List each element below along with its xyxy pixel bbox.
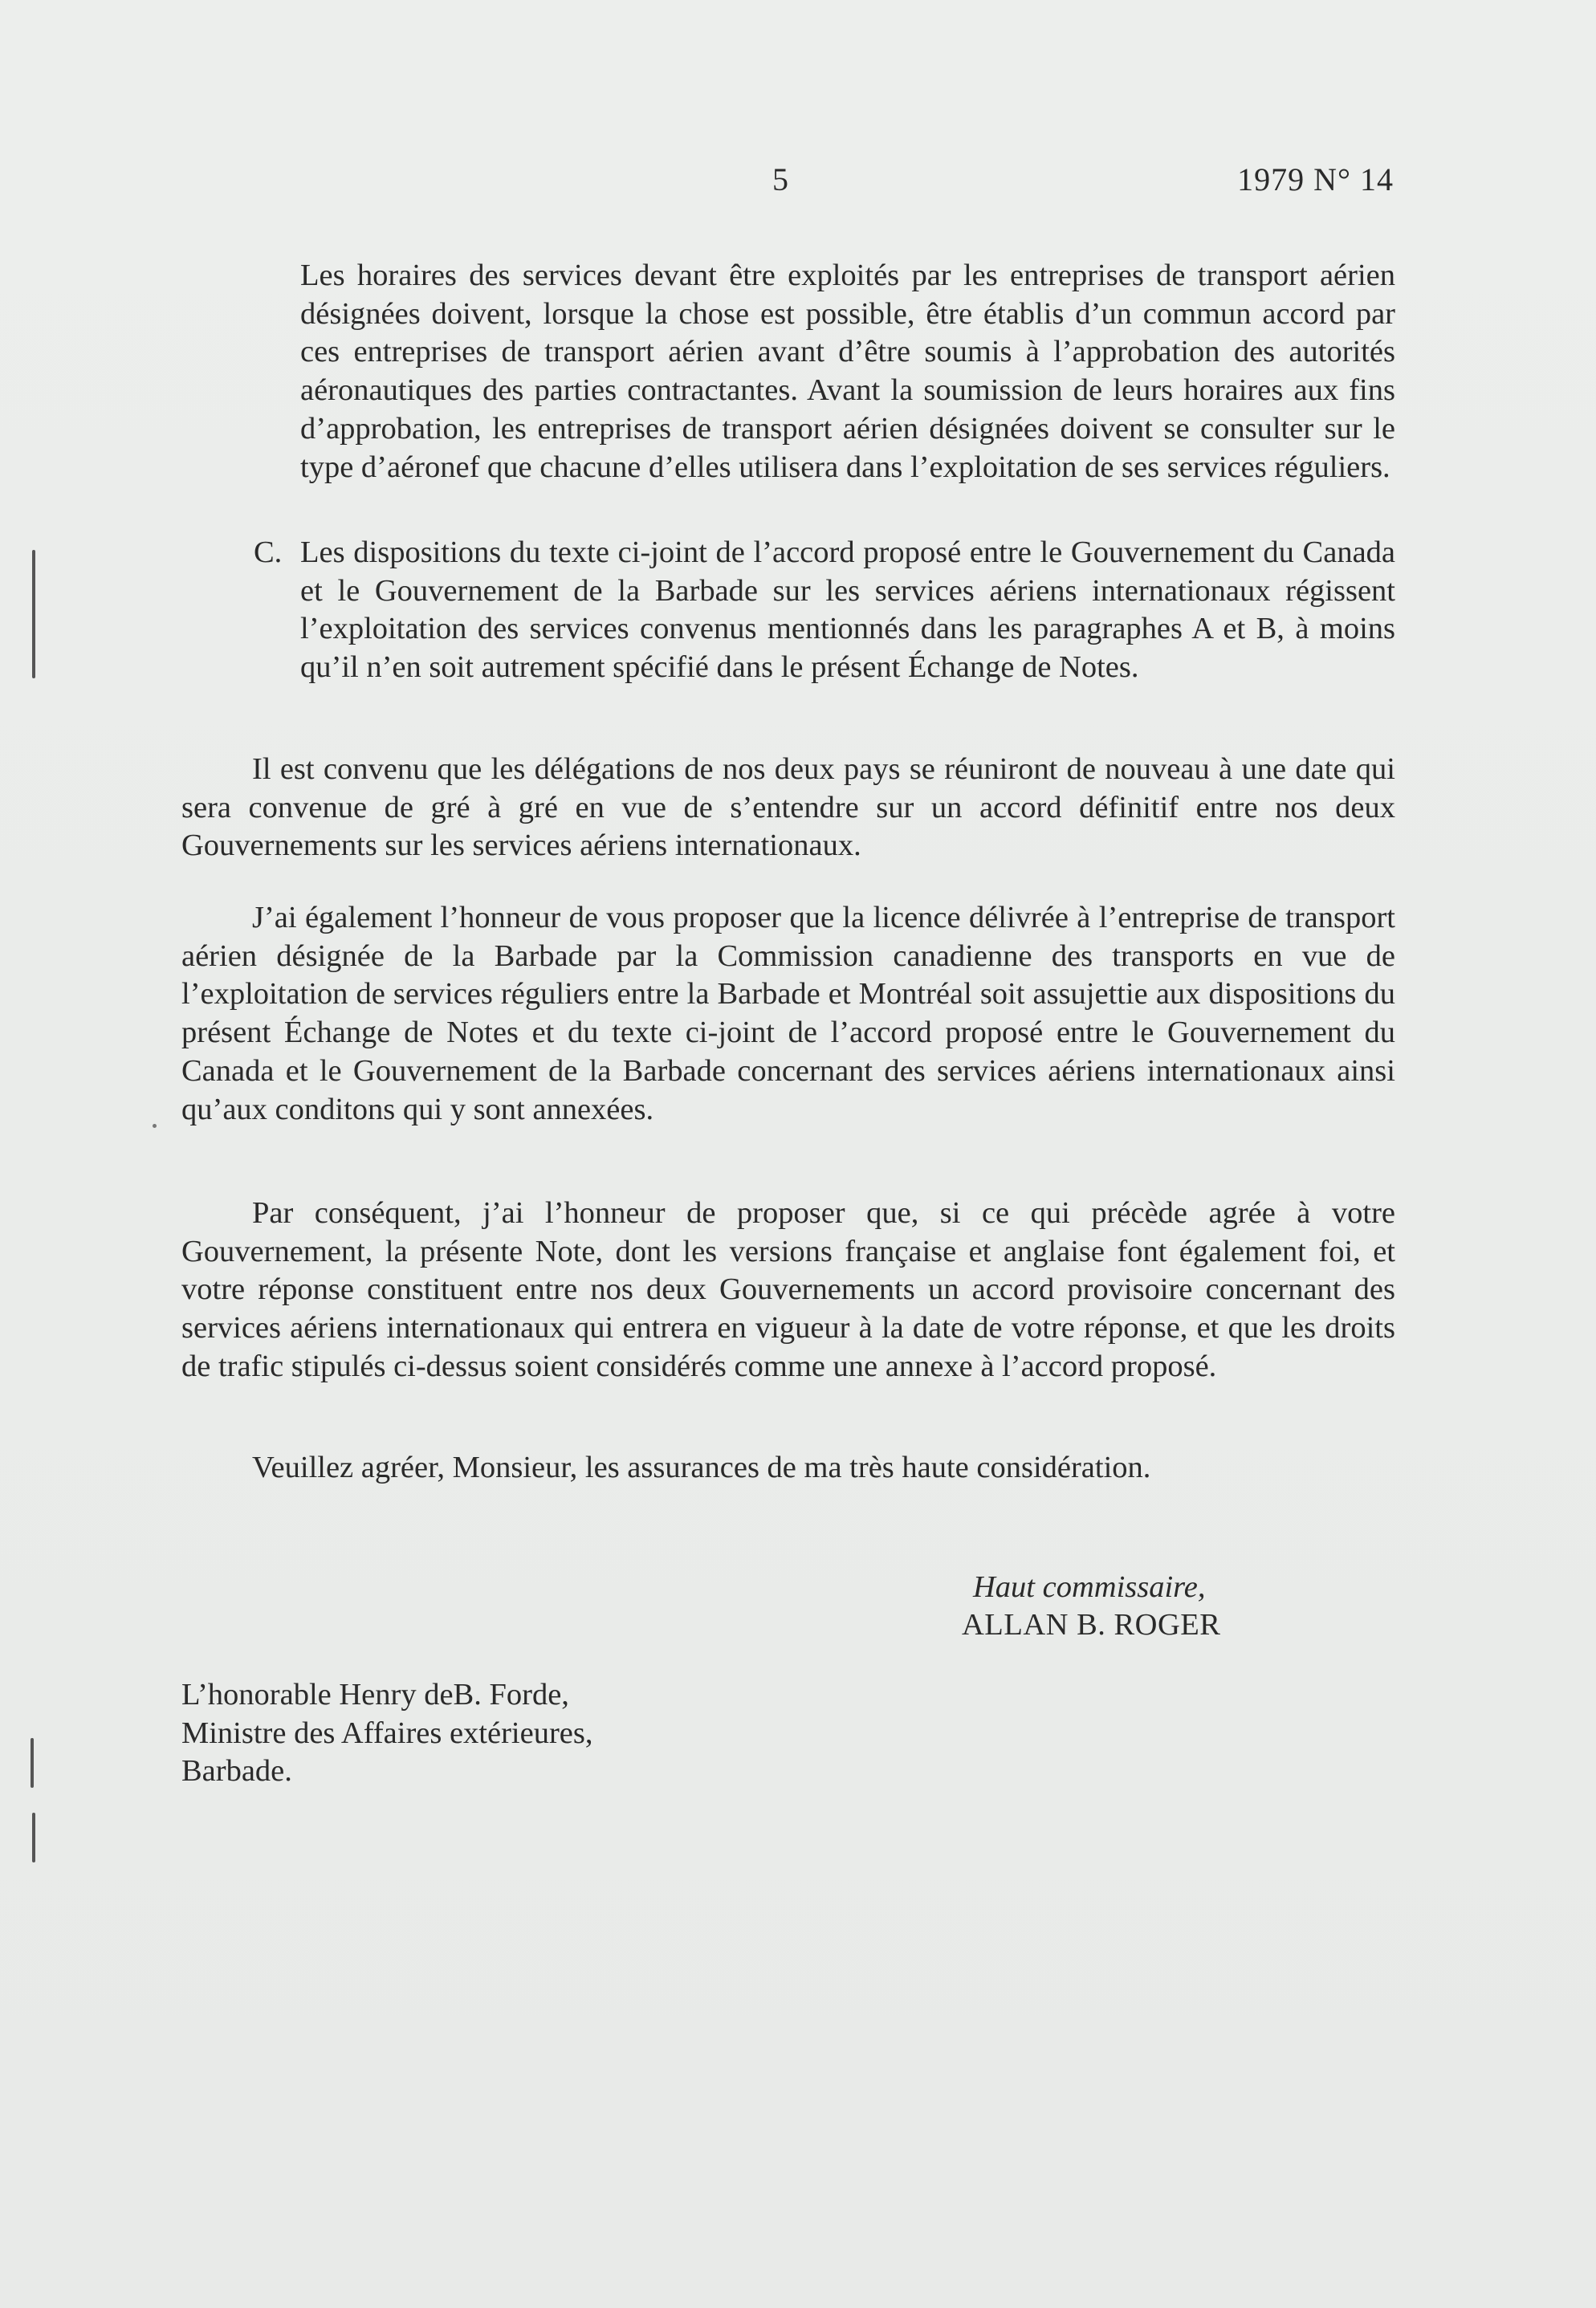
paragraph-schedules: Les horaires des services devant être exploités par les entreprises de transport aérien désignées doivent, lorsque la chose est possible, être établis d’un commun accord par ces entreprises de transport aérien avant d’être soumis à l’approbation des autorités aéronautiques des parties contractantes. Avant la soumission de leurs horaires aux fins d’approbation, les entreprises de transport aérien désignées doivent se consulter sur le type d’aéronef que chacune d’elles utilisera dans l’exploitation de ses services réguliers. — [300, 258, 1395, 484]
page-header — [0, 161, 1596, 209]
binding-staple-mark — [32, 550, 35, 678]
paper-speck — [153, 1124, 157, 1128]
page-number: 5 — [772, 161, 788, 197]
binding-staple-mark — [31, 1738, 34, 1788]
binding-staple-mark — [32, 1813, 35, 1862]
paragraph-delegations: Il est convenu que les délégations de nos deux pays se réuniront de nouveau à une date qui sera convenue de gré à gré en vue de s’entendre sur un accord définitif entre nos deux Gouvernements sur les services aériens internationaux. — [181, 752, 1395, 863]
addressee-role: Ministre des Affaires extérieures, — [181, 1716, 593, 1750]
paragraph-closing: Veuillez agréer, Monsieur, les assurances de ma très haute considération. — [252, 1451, 1151, 1484]
paragraph-c-provisions: Les dispositions du texte ci-joint de l’accord proposé entre le Gouvernement du Canada et le Gouvernement de la Barbade sur les services aériens internationaux régissent l’exploitation des services convenus mentionnés dans les paragraphes A et B, à moins qu’il n’en soit autrement spécifié dans le présent Échange de Notes. — [300, 535, 1395, 685]
signature-title: Haut commissaire, — [973, 1570, 1206, 1604]
paragraph-proposal: Par conséquent, j’ai l’honneur de proposer que, si ce qui précède agrée à votre Gouvernement, la présente Note, dont les versions française et anglaise font également foi, et votre réponse constituent entre nos deux Gouvernements un accord provisoire concernant des services aériens internationaux qui entrera en vigueur à la date de votre réponse, et que les droits de trafic stipulés ci-dessus soient considérés comme une annexe à l’accord proposé. — [181, 1196, 1395, 1383]
addressee-block — [181, 1676, 592, 1791]
addressee-country: Barbade. — [181, 1754, 292, 1789]
document-number: 1979 N° 14 — [1237, 161, 1394, 197]
paragraph-c-letter: C. — [254, 535, 283, 569]
signature-name: ALLAN B. ROGER — [962, 1608, 1221, 1642]
paragraph-licence: J’ai également l’honneur de vous proposer que la licence délivrée à l’entreprise de transport aérien désignée de la Barbade par la Commission canadienne des transports en vue de l’exploitation de services réguliers entre la Barbade et Montréal soit assujettie aux dispositions du présent Échange de Notes et du texte ci-joint de l’accord proposé entre le Gouvernement du Canada et le Gouvernement de la Barbade concernant des services aériens internationaux ainsi qu’aux conditons qui y sont annexées. — [181, 901, 1395, 1126]
addressee-name: L’honorable Henry deB. Forde, — [181, 1678, 569, 1712]
